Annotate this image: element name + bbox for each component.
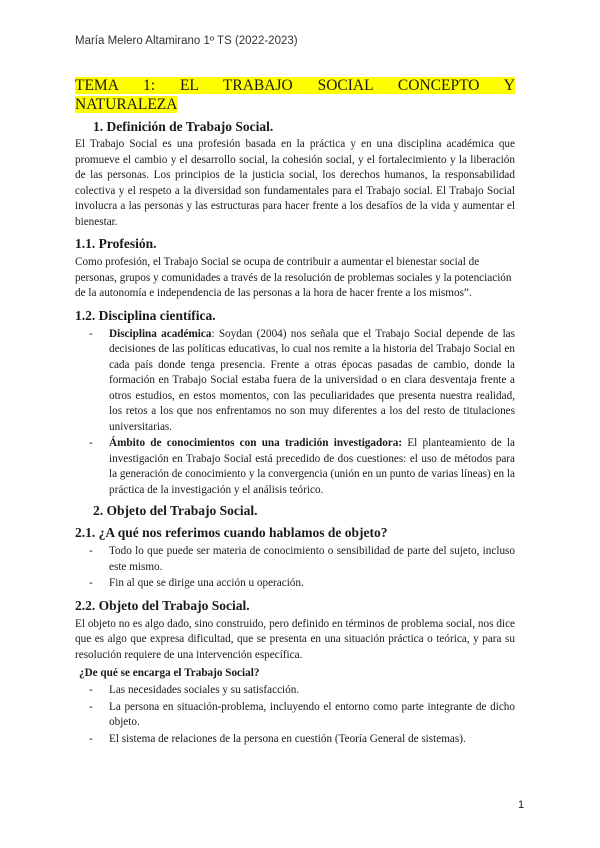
list-item: - Fin al que se dirige una acción u operación. — [89, 577, 304, 589]
list-item: - Las necesidades sociales y su satisfacción. — [89, 684, 300, 696]
list-item-text: Fin al que se dirige una acción u operación. — [109, 577, 304, 589]
section-1-heading: 1. Definición de Trabajo Social. — [93, 119, 274, 134]
section-2-1-heading: 2.1. ¿A qué nos referimos cuando hablamos de objeto? — [75, 525, 388, 540]
list-item: - Ámbito de conocimientos con una tradición investigadora: El planteamiento de la investigación en Trabajo Social está precedido de dos cuestiones: el uso de métodos para la generación de conocimiento y la convergencia (unión en un punto de varias líneas) en la práctica de la investigación y el análisis teórico. — [89, 437, 515, 496]
list-item-text: : Soydan (2004) nos señala que el Trabajo Social depende de las decisiones de las políticas educativas, lo cual nos remite a la historia del Trabajo Social en cada país donde tenga presencia. Frente a otras épocas pasadas de cambio, donde la formación en Trabajo Social estaba fuera de la universidad o en clara desventaja frente a otros estudios, en estos momentos, con las peculiaridades que presenta nuestra realidad, los retos a los que nos enfrentamos no son muy diferentes a los del resto de titulaciones universitarias. — [109, 327, 515, 433]
section-1-2-heading: 1.2. Disciplina científica. — [75, 307, 216, 323]
section-1-2-list — [75, 327, 515, 499]
page-header: María Melero Altamirano 1º TS (2022-2023) — [75, 35, 298, 47]
list-item-text: El planteamiento de la investigación en Trabajo Social está precedido de dos cuestiones: el uso de métodos para la generación de conocimiento y la convergencia (unión en un punto de varias líneas) en la práctica de la investigación y el análisis teórico. — [109, 437, 515, 496]
list-item-bold: Ámbito de conocimientos con una tradición investigadora: — [109, 437, 403, 449]
document-body — [75, 76, 515, 748]
list-item: - La persona en situación-problema, incluyendo el entorno como parte integrante de dicho objeto. — [89, 700, 515, 728]
list-item-text: La persona en situación-problema, incluyendo el entorno como parte integrante de dicho objeto. — [109, 700, 515, 728]
list-item: - Todo lo que puede ser materia de conocimiento o sensibilidad de parte del sujeto, incluso este mismo. — [89, 545, 515, 573]
section-2-2-body: El objeto no es algo dado, sino construido, pero definido en términos de problema social, nos dice que es algo que expresa dificultad, que se presenta en una situación práctica o teórica, y para su resolución requiere de una intervención específica. — [75, 617, 515, 661]
title-line-1: TEMA 1: EL TRABAJO SOCIAL CONCEPTO Y — [75, 77, 515, 94]
page-title — [75, 76, 515, 95]
title-line-2: NATURALEZA — [75, 96, 178, 113]
list-item: - El sistema de relaciones de la persona en cuestión (Teoría General de sistemas). — [89, 732, 466, 745]
page-number: 1 — [518, 799, 525, 811]
section-1-1-heading: 1.1. Profesión. — [75, 236, 157, 251]
section-2-2-list — [75, 683, 515, 747]
section-2-heading: 2. Objeto del Trabajo Social. — [93, 503, 258, 518]
list-item-text: Las necesidades sociales y su satisfacción. — [109, 684, 300, 696]
section-2-2-subheading: ¿De qué se encarga el Trabajo Social? — [79, 667, 260, 679]
page-title-cont — [75, 95, 515, 114]
list-item-text: El sistema de relaciones de la persona en cuestión (Teoría General de sistemas). — [109, 732, 466, 745]
list-item-text: Todo lo que puede ser materia de conocimiento o sensibilidad de parte del sujeto, incluso este mismo. — [109, 545, 515, 573]
list-item: - Disciplina académica: Soydan (2004) nos señala que el Trabajo Social depende de las decisiones de las políticas educativas, lo cual nos remite a la historia del Trabajo Social en cada país donde tenga presencia. Frente a otras épocas pasadas de cambio, donde la formación en Trabajo Social estaba fuera de la universidad o en clara desventaja frente a otros estudios, en estos momentos, con las peculiaridades que presenta nuestra realidad, los retos a los que nos enfrentamos no son muy diferentes a los del resto de titulaciones universitarias. — [89, 327, 515, 433]
section-1-body: El Trabajo Social es una profesión basada en la práctica y en una disciplina académica que promueve el cambio y el desarrollo social, la cohesión social, y el fortalecimiento y la liberación de las personas. Los principios de la justicia social, los derechos humanos, la responsabilidad colectiva y el respeto a la diversidad son fundamentales para el Trabajo social. El Trabajo Social involucra a las personas y las estructuras para hacer frente a los desafíos de la vida y aumentar el bienestar. — [75, 138, 515, 228]
section-2-1-list — [75, 544, 515, 592]
list-item-bold: Disciplina académica — [109, 327, 212, 340]
section-2-2-heading: 2.2. Objeto del Trabajo Social. — [75, 597, 250, 613]
section-1-1-body: Como profesión, el Trabajo Social se ocupa de contribuir a aumentar el bienestar social de personas, grupos y comunidades a través de la resolución de problemas sociales y la potenciación de la autonomía e independencia de las personas a la hora de hacer frente a los mismos”. — [75, 256, 512, 299]
